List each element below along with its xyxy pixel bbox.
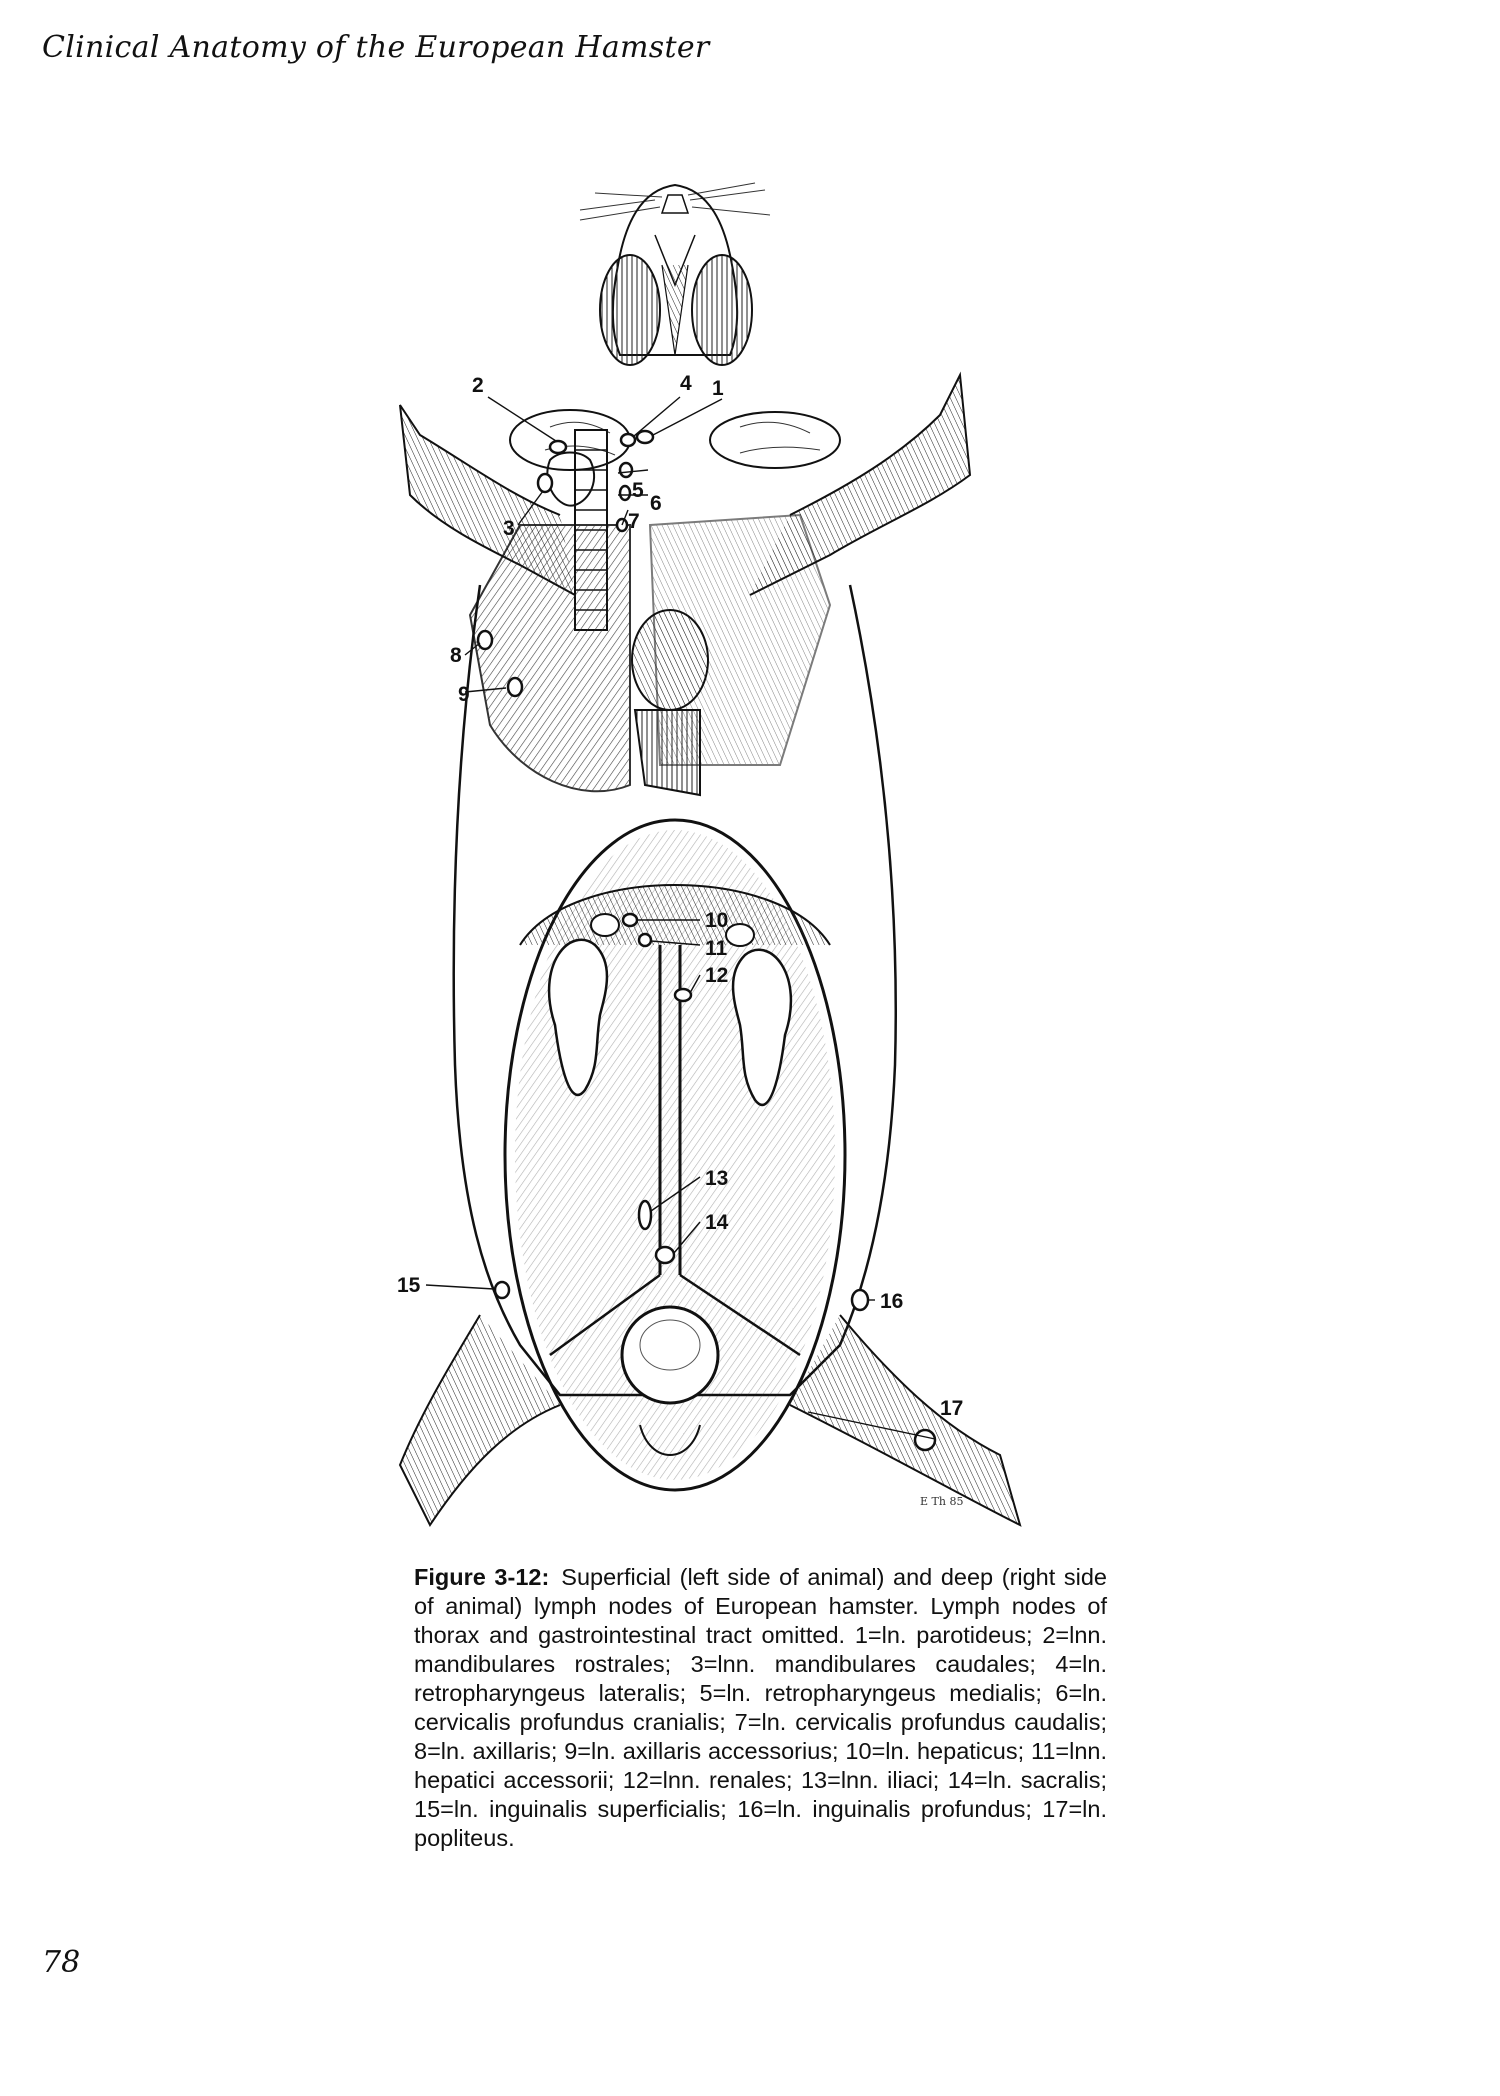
callout-9: 9 xyxy=(458,683,470,706)
right-adrenal xyxy=(726,924,754,946)
mandibular-gland xyxy=(547,453,594,506)
node-10 xyxy=(623,914,637,926)
node-1 xyxy=(637,431,653,443)
left-pectoral-muscle xyxy=(470,525,630,791)
caption-text: Superficial (left side of animal) and deep (right side of animal) lymph nodes of European hamster. Lymph nodes of thorax and gastrointestinal tract omitted. 1=ln. parotideus; 2=lnn. mandibulares rostrales; 3=lnn. mandibulares caudales; 4=ln. retropharyngeus lateralis; 5=ln. retropharyngeus medialis; 6=ln. cervicalis profundus cranialis; 7=ln. cervicalis profundus caudalis; 8=ln. axillaris; 9=ln. axillaris accessorius; 10=ln. hepaticus; 11=lnn. hepatici accessorii; 12=lnn. renales; 13=lnn. iliaci; 14=ln. sacralis; 15=ln. inguinalis superficialis; 16=ln. inguinalis profundus; 17=ln. popliteus. xyxy=(414,1564,1108,1851)
node-6 xyxy=(620,486,630,500)
node-16 xyxy=(852,1290,868,1310)
callout-6: 6 xyxy=(650,492,662,515)
right-cheek-pouch xyxy=(692,255,752,365)
node-9 xyxy=(508,678,522,696)
callout-10: 10 xyxy=(705,909,729,932)
callout-8: 8 xyxy=(450,644,462,667)
callout-7: 7 xyxy=(628,510,640,533)
callout-5: 5 xyxy=(632,479,644,502)
callout-1: 1 xyxy=(712,377,724,400)
left-parotid-lobe xyxy=(510,410,630,470)
right-parotid-lobe xyxy=(710,412,840,468)
node-4 xyxy=(621,434,635,446)
node-14 xyxy=(656,1247,674,1263)
node-3 xyxy=(538,474,552,492)
callout-4: 4 xyxy=(680,372,692,395)
running-head: Clinical Anatomy of the European Hamster xyxy=(42,30,710,65)
node-15 xyxy=(495,1282,509,1298)
node-13 xyxy=(639,1201,651,1229)
urinary-bladder xyxy=(622,1307,718,1403)
whiskers xyxy=(580,183,770,220)
figure-label: Figure 3-12: xyxy=(414,1564,550,1590)
callout-2: 2 xyxy=(472,374,484,397)
artist-signature: E Th 85 xyxy=(920,1495,964,1508)
callout-11: 11 xyxy=(705,937,728,960)
node-5 xyxy=(620,463,632,477)
callout-16: 16 xyxy=(880,1290,904,1313)
callout-15: 15 xyxy=(397,1274,421,1297)
hamster-lymph-node-drawing xyxy=(397,165,1140,1565)
figure-caption xyxy=(414,1563,1107,1853)
node-8 xyxy=(478,631,492,649)
callout-13: 13 xyxy=(705,1167,729,1190)
node-17 xyxy=(915,1430,935,1450)
callout-14: 14 xyxy=(705,1211,729,1234)
page-number: 78 xyxy=(42,1945,81,1980)
node-2 xyxy=(550,441,566,453)
diaphragm xyxy=(520,885,830,945)
right-hindlimb xyxy=(790,1315,1020,1525)
callout-3: 3 xyxy=(503,517,515,540)
left-cheek-pouch xyxy=(600,255,660,365)
callout-12: 12 xyxy=(705,964,729,987)
node-12 xyxy=(675,989,691,1001)
callout-17: 17 xyxy=(940,1397,964,1420)
left-adrenal xyxy=(591,914,619,936)
anatomical-illustration xyxy=(397,165,1140,1565)
heart xyxy=(632,610,708,710)
node-11 xyxy=(639,934,651,946)
lung xyxy=(635,710,700,795)
